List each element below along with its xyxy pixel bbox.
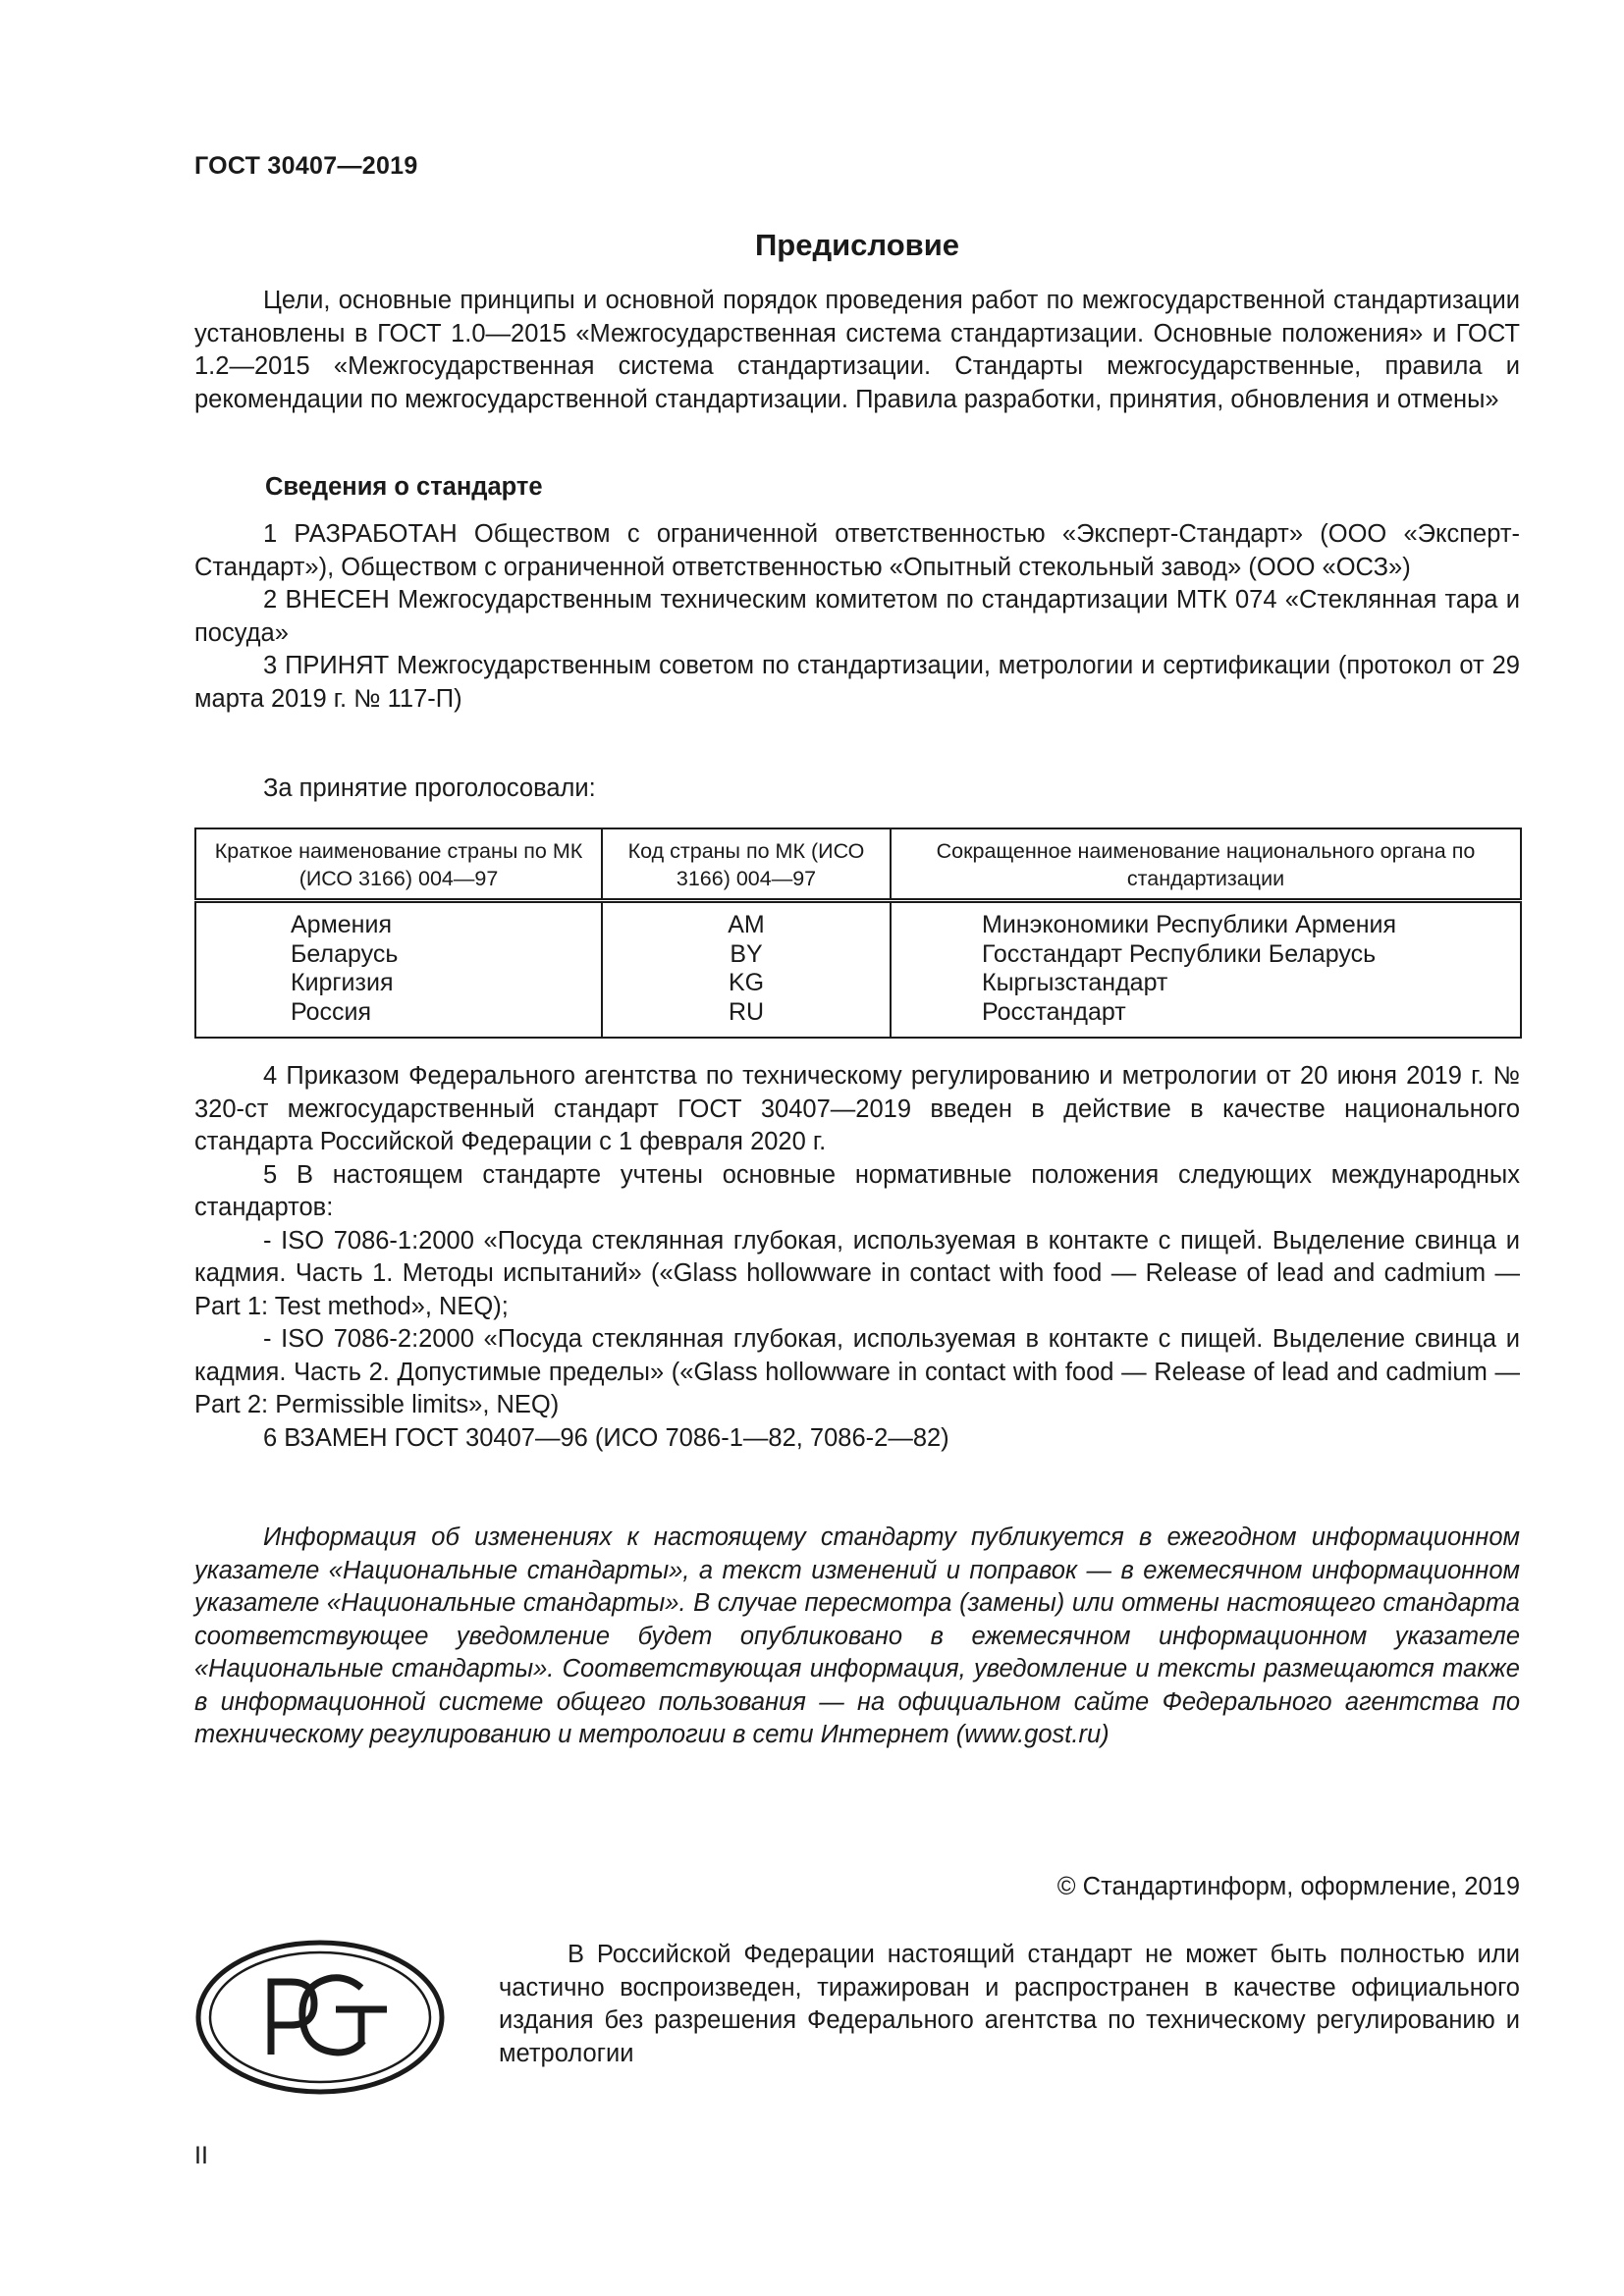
country-name: Россия [291,997,371,1026]
item-adopted: 3 ПРИНЯТ Межгосударственным советом по стандартизации, метрологии и сертификации (протокол от 29 марта 2019 г. № 117-П) [194,652,1520,713]
item-iso-1: - ISO 7086-1:2000 «Посуда стеклянная глубокая, используемая в контакте с пищей. Выделение свинца и кадмия. Часть 1. Методы испытаний» («Glass hollowware in contact with food — Release of lead and cadmium — Part 1: Test method», NEQ); [194,1226,1520,1320]
voting-table [194,828,1522,1039]
country-name: Армения [291,911,392,938]
items2-block [194,1060,1520,1455]
national-body: Росстандарт [982,997,1126,1026]
header-national-body: Сокращенное наименование национального органа по стандартизации [891,828,1521,901]
countries-cell [195,901,602,1039]
info-heading: Сведения о стандарте [265,473,543,501]
voted-label: За принятие проголосовали: [263,774,596,802]
country-code: RU [728,997,765,1026]
country-code: AM [728,911,765,938]
country-code: KG [728,969,765,996]
national-body: Кыргызстандарт [982,969,1168,996]
item-developed: 1 РАЗРАБОТАН Обществом с ограниченной ответственностью «Эксперт-Стандарт» (ООО «Эксперт-Стандарт»), Обществом с ограниченной ответственностью «Опытный стекольный завод» (ООО «ОСЗ») [194,520,1520,581]
items-block [194,518,1520,716]
changes-notice: Информация об изменениях к настоящему стандарту публикуется в ежегодном информационном указателе «Национальные стандарты», а текст изменений и поправок — в ежемесячном информационном указателе «Национальные стандарты». В случае пересмотра (замены) или отмены настоящего стандарта соответствующее уведомление будет опубликовано в ежемесячном информационном указателе «Национальные стандарты». Соответствующая информация, уведомление и тексты размещаются также в информационной системе общего пользования — на официальном сайте Федерального агентства по техническому регулированию и метрологии в сети Интернет (www.gost.ru) [194,1523,1520,1748]
header-country-code: Код страны по МК (ИСО 3166) 004—97 [602,828,891,901]
national-body: Минэкономики Республики Армения [982,911,1397,938]
country-name: Киргизия [291,969,394,996]
item-order: 4 Приказом Федерального агентства по техническому регулированию и метрологии от 20 июня 2019 г. № 320-ст межгосударственный стандарт ГОСТ 30407—2019 введен в действие в качестве национального стандарта Российской Федерации с 1 февраля 2020 г. [194,1062,1520,1155]
item-replaced: 6 ВЗАМЕН ГОСТ 30407—96 (ИСО 7086-1—82, 7086-2—82) [263,1423,949,1452]
item-iso-2: - ISO 7086-2:2000 «Посуда стеклянная глубокая, используемая в контакте с пищей. Выделение свинца и кадмия. Часть 2. Допустимые пределы» («Glass hollowware in contact with food — Release of lead and cadmium — Part 2: Permissible limits», NEQ) [194,1325,1520,1418]
country-code: BY [730,939,763,968]
national-body: Госстандарт Республики Беларусь [982,939,1377,968]
voted-block [194,773,1520,806]
page-number: II [194,2142,208,2169]
header-country-name: Краткое наименование страны по МК (ИСО 3166) 004—97 [195,828,602,901]
codes-cell [602,901,891,1039]
item-international: 5 В настоящем стандарте учтены основные нормативные положения следующих международных стандартов: [194,1160,1520,1221]
rst-logo-icon [194,1939,446,2096]
preface-block [194,285,1520,416]
item-introduced: 2 ВНЕСЕН Межгосударственным техническим комитетом по стандартизации МТК 074 «Стеклянная тара и посуда» [194,586,1520,647]
country-name: Беларусь [291,939,399,968]
table-body-row [195,901,1521,1039]
reproduction-block [499,1939,1520,2070]
notice-block [194,1522,1520,1752]
bodies-cell [891,901,1521,1039]
table-header-row [195,828,1521,901]
reproduction-notice: В Российской Федерации настоящий стандарт не может быть полностью или частично воспроизведен, тиражирован и распространен в качестве официального издания без разрешения Федерального агентства по техническому регулированию и метрологии [499,1941,1520,2067]
document-code: ГОСТ 30407—2019 [194,152,418,180]
preface-paragraph: Цели, основные принципы и основной порядок проведения работ по межгосударственной стандартизации установлены в ГОСТ 1.0—2015 «Межгосударственная система стандартизации. Основные положения» и ГОСТ 1.2—2015 «Межгосударственная система стандартизации. Стандарты межгосударственные, правила и рекомендации по межгосударственной стандартизации. Правила разработки, принятия, обновления и отмены» [194,287,1520,413]
copyright: © Стандартинформ, оформление, 2019 [1056,1873,1520,1900]
page-title: Предисловие [754,228,959,262]
